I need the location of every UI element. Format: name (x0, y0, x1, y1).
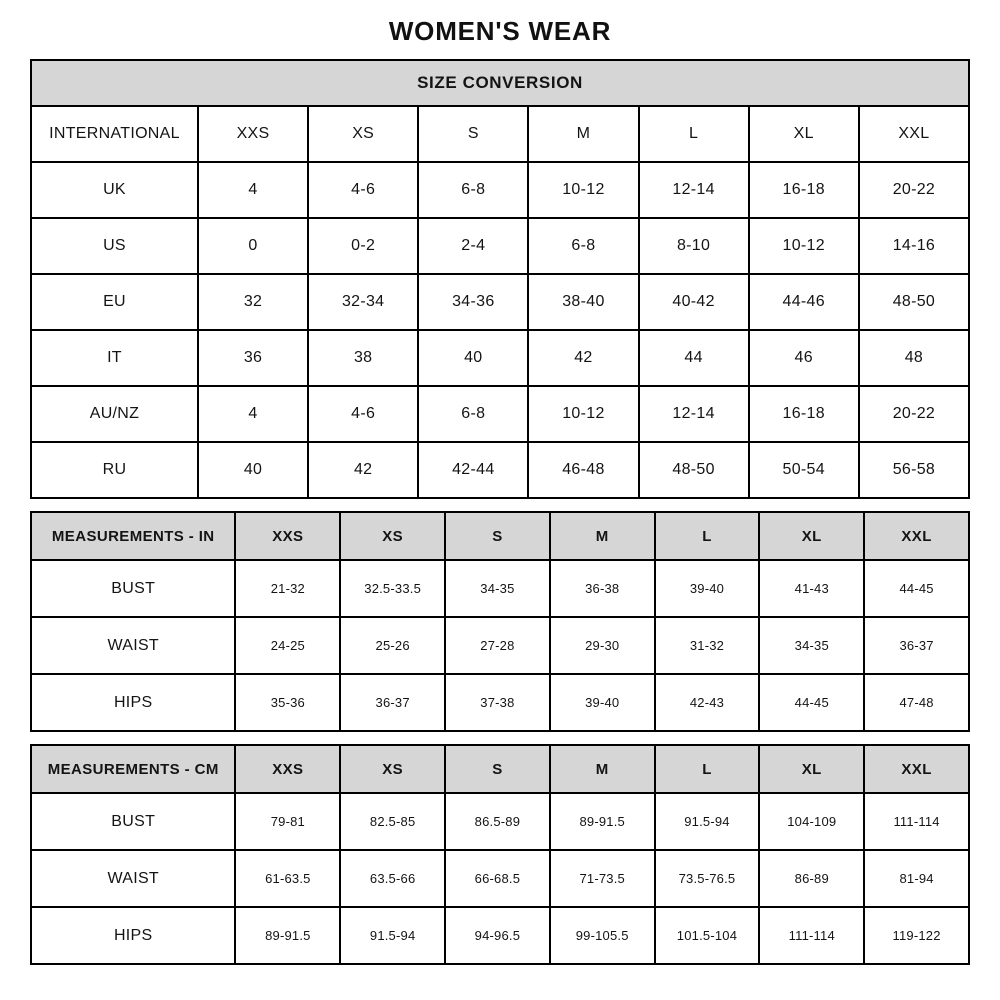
table-banner-title: SIZE CONVERSION (31, 60, 969, 106)
cell-value: 6-8 (418, 162, 528, 218)
table-row (31, 617, 969, 674)
table-banner-row (31, 60, 969, 106)
cell-value: 20-22 (859, 386, 969, 442)
cell-value: 4 (198, 162, 308, 218)
row-label: WAIST (31, 850, 235, 907)
size-conversion-table (30, 59, 970, 499)
cell-value: 42-43 (655, 674, 760, 731)
table-row (31, 218, 969, 274)
cell-value: 50-54 (749, 442, 859, 498)
column-header-row (31, 106, 969, 162)
cell-value: 44-46 (749, 274, 859, 330)
cell-value: 16-18 (749, 386, 859, 442)
column-header-row (31, 512, 969, 560)
table-row (31, 907, 969, 964)
cell-value: 16-18 (749, 162, 859, 218)
cell-value: 10-12 (528, 162, 638, 218)
cell-value: 29-30 (550, 617, 655, 674)
size-column-header: XS (340, 512, 445, 560)
size-column-header: XXL (859, 106, 969, 162)
cell-value: 32-34 (308, 274, 418, 330)
cell-value: 0-2 (308, 218, 418, 274)
table-row (31, 274, 969, 330)
size-column-header: XS (340, 745, 445, 793)
size-column-header: XXL (864, 512, 969, 560)
cell-value: 40 (198, 442, 308, 498)
cell-value: 79-81 (235, 793, 340, 850)
size-column-header: S (418, 106, 528, 162)
cell-value: 91.5-94 (655, 793, 760, 850)
cell-value: 111-114 (759, 907, 864, 964)
cell-value: 4-6 (308, 386, 418, 442)
table-row (31, 850, 969, 907)
cell-value: 4 (198, 386, 308, 442)
cell-value: 20-22 (859, 162, 969, 218)
table-row (31, 386, 969, 442)
cell-value: 91.5-94 (340, 907, 445, 964)
cell-value: 40-42 (639, 274, 749, 330)
cell-value: 94-96.5 (445, 907, 550, 964)
cell-value: 104-109 (759, 793, 864, 850)
cell-value: 35-36 (235, 674, 340, 731)
cell-value: 46 (749, 330, 859, 386)
cell-value: 44-45 (759, 674, 864, 731)
table-row (31, 674, 969, 731)
size-column-header: XXS (235, 745, 340, 793)
size-column-header: XL (759, 745, 864, 793)
row-label: AU/NZ (31, 386, 198, 442)
cell-value: 42 (528, 330, 638, 386)
page-title: WOMEN'S WEAR (388, 16, 612, 46)
size-column-header: XS (308, 106, 418, 162)
cell-value: 32 (198, 274, 308, 330)
cell-value: 21-32 (235, 560, 340, 617)
cell-value: 38 (308, 330, 418, 386)
cell-value: 48 (859, 330, 969, 386)
measurements-cm-table (30, 744, 970, 965)
cell-value: 44-45 (864, 560, 969, 617)
cell-value: 44 (639, 330, 749, 386)
cell-value: 111-114 (864, 793, 969, 850)
cell-value: 48-50 (639, 442, 749, 498)
cell-value: 37-38 (445, 674, 550, 731)
size-column-header: S (445, 745, 550, 793)
cell-value: 32.5-33.5 (340, 560, 445, 617)
row-label: UK (31, 162, 198, 218)
row-label: HIPS (31, 907, 235, 964)
cell-value: 4-6 (308, 162, 418, 218)
cell-value: 71-73.5 (550, 850, 655, 907)
cell-value: 48-50 (859, 274, 969, 330)
cell-value: 46-48 (528, 442, 638, 498)
cell-value: 41-43 (759, 560, 864, 617)
table-row (31, 793, 969, 850)
row-label-header: INTERNATIONAL (31, 106, 198, 162)
row-label: US (31, 218, 198, 274)
cell-value: 12-14 (639, 162, 749, 218)
cell-value: 38-40 (528, 274, 638, 330)
cell-value: 40 (418, 330, 528, 386)
row-label: EU (31, 274, 198, 330)
cell-value: 31-32 (655, 617, 760, 674)
size-column-header: XL (749, 106, 859, 162)
cell-value: 36-38 (550, 560, 655, 617)
cell-value: 2-4 (418, 218, 528, 274)
cell-value: 14-16 (859, 218, 969, 274)
cell-value: 101.5-104 (655, 907, 760, 964)
cell-value: 81-94 (864, 850, 969, 907)
size-column-header: S (445, 512, 550, 560)
cell-value: 12-14 (639, 386, 749, 442)
cell-value: 27-28 (445, 617, 550, 674)
measurements-in-table (30, 511, 970, 732)
cell-value: 25-26 (340, 617, 445, 674)
size-column-header: L (639, 106, 749, 162)
size-column-header: XL (759, 512, 864, 560)
row-label: IT (31, 330, 198, 386)
cell-value: 8-10 (639, 218, 749, 274)
row-label: BUST (31, 560, 235, 617)
row-label: RU (31, 442, 198, 498)
cell-value: 119-122 (864, 907, 969, 964)
table-row (31, 442, 969, 498)
table-row (31, 560, 969, 617)
cell-value: 10-12 (528, 386, 638, 442)
cell-value: 56-58 (859, 442, 969, 498)
cell-value: 82.5-85 (340, 793, 445, 850)
cell-value: 42 (308, 442, 418, 498)
size-column-header: XXS (235, 512, 340, 560)
table-row (31, 162, 969, 218)
cell-value: 39-40 (550, 674, 655, 731)
size-column-header: M (550, 745, 655, 793)
table-row (31, 330, 969, 386)
column-header-row (31, 745, 969, 793)
cell-value: 0 (198, 218, 308, 274)
cell-value: 34-35 (445, 560, 550, 617)
cell-value: 34-36 (418, 274, 528, 330)
cell-value: 24-25 (235, 617, 340, 674)
cell-value: 86.5-89 (445, 793, 550, 850)
size-column-header: L (655, 745, 760, 793)
cell-value: 39-40 (655, 560, 760, 617)
row-label: HIPS (31, 674, 235, 731)
size-column-header: M (528, 106, 638, 162)
row-label-header: MEASUREMENTS - CM (31, 745, 235, 793)
size-column-header: M (550, 512, 655, 560)
cell-value: 36 (198, 330, 308, 386)
cell-value: 42-44 (418, 442, 528, 498)
cell-value: 10-12 (749, 218, 859, 274)
size-column-header: L (655, 512, 760, 560)
row-label: WAIST (31, 617, 235, 674)
cell-value: 47-48 (864, 674, 969, 731)
cell-value: 89-91.5 (235, 907, 340, 964)
cell-value: 89-91.5 (550, 793, 655, 850)
cell-value: 99-105.5 (550, 907, 655, 964)
row-label: BUST (31, 793, 235, 850)
cell-value: 61-63.5 (235, 850, 340, 907)
size-column-header: XXL (864, 745, 969, 793)
row-label-header: MEASUREMENTS - IN (31, 512, 235, 560)
size-column-header: XXS (198, 106, 308, 162)
cell-value: 36-37 (340, 674, 445, 731)
cell-value: 86-89 (759, 850, 864, 907)
cell-value: 36-37 (864, 617, 969, 674)
cell-value: 6-8 (418, 386, 528, 442)
cell-value: 6-8 (528, 218, 638, 274)
cell-value: 63.5-66 (340, 850, 445, 907)
cell-value: 34-35 (759, 617, 864, 674)
cell-value: 73.5-76.5 (655, 850, 760, 907)
cell-value: 66-68.5 (445, 850, 550, 907)
